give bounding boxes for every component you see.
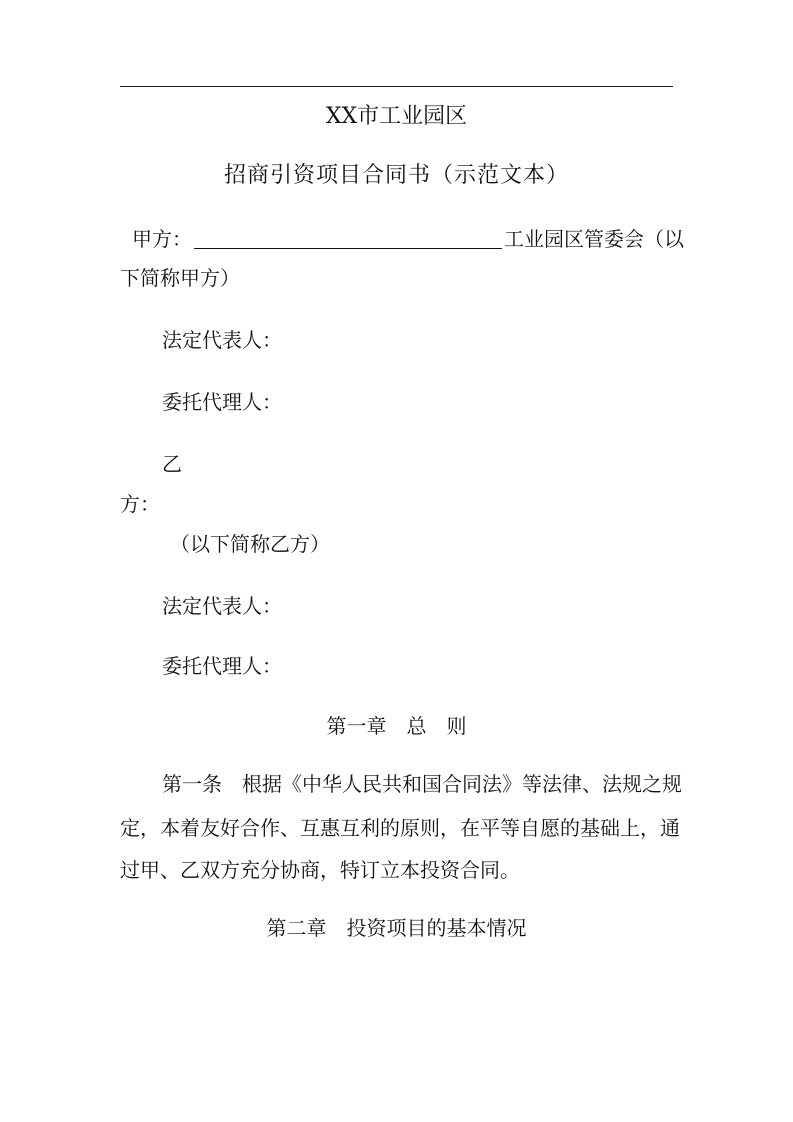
document-title-line1: XX市工业园区 [325,104,468,129]
party-a-line [132,226,684,251]
party-a-legal-rep: 法定代表人： [162,328,282,352]
party-a-agent: 委托代理人： [162,390,282,414]
party-b-legal-rep: 法定代表人： [162,594,282,618]
article1-line2: 定，本着友好合作、互惠互利的原则，在平等自愿的基础上，通 [120,816,680,840]
party-a-label: 甲方： [132,227,192,251]
article1-line3: 过甲、乙双方充分协商，特订立本投资合同。 [120,858,520,882]
party-a-continuation: 下简称甲方） [120,266,240,290]
article1-line1: 第一条 根据《中华人民共和国合同法》等法律、法规之规 [162,772,682,796]
header-rule [120,86,673,87]
party-b-agent: 委托代理人： [162,654,282,678]
chapter1-heading: 第一章 总 则 [326,714,467,738]
document-title-line2: 招商引资项目合同书（示范文本） [223,163,569,188]
party-a-name-blank[interactable] [194,226,502,249]
party-b-label-char1: 乙 [162,452,182,476]
party-a-suffix: 工业园区管委会（以 [504,227,684,251]
chapter2-heading: 第二章 投资项目的基本情况 [266,916,527,940]
party-b-label-char2: 方： [120,492,160,516]
party-b-short-name: （以下简称乙方） [170,532,330,556]
